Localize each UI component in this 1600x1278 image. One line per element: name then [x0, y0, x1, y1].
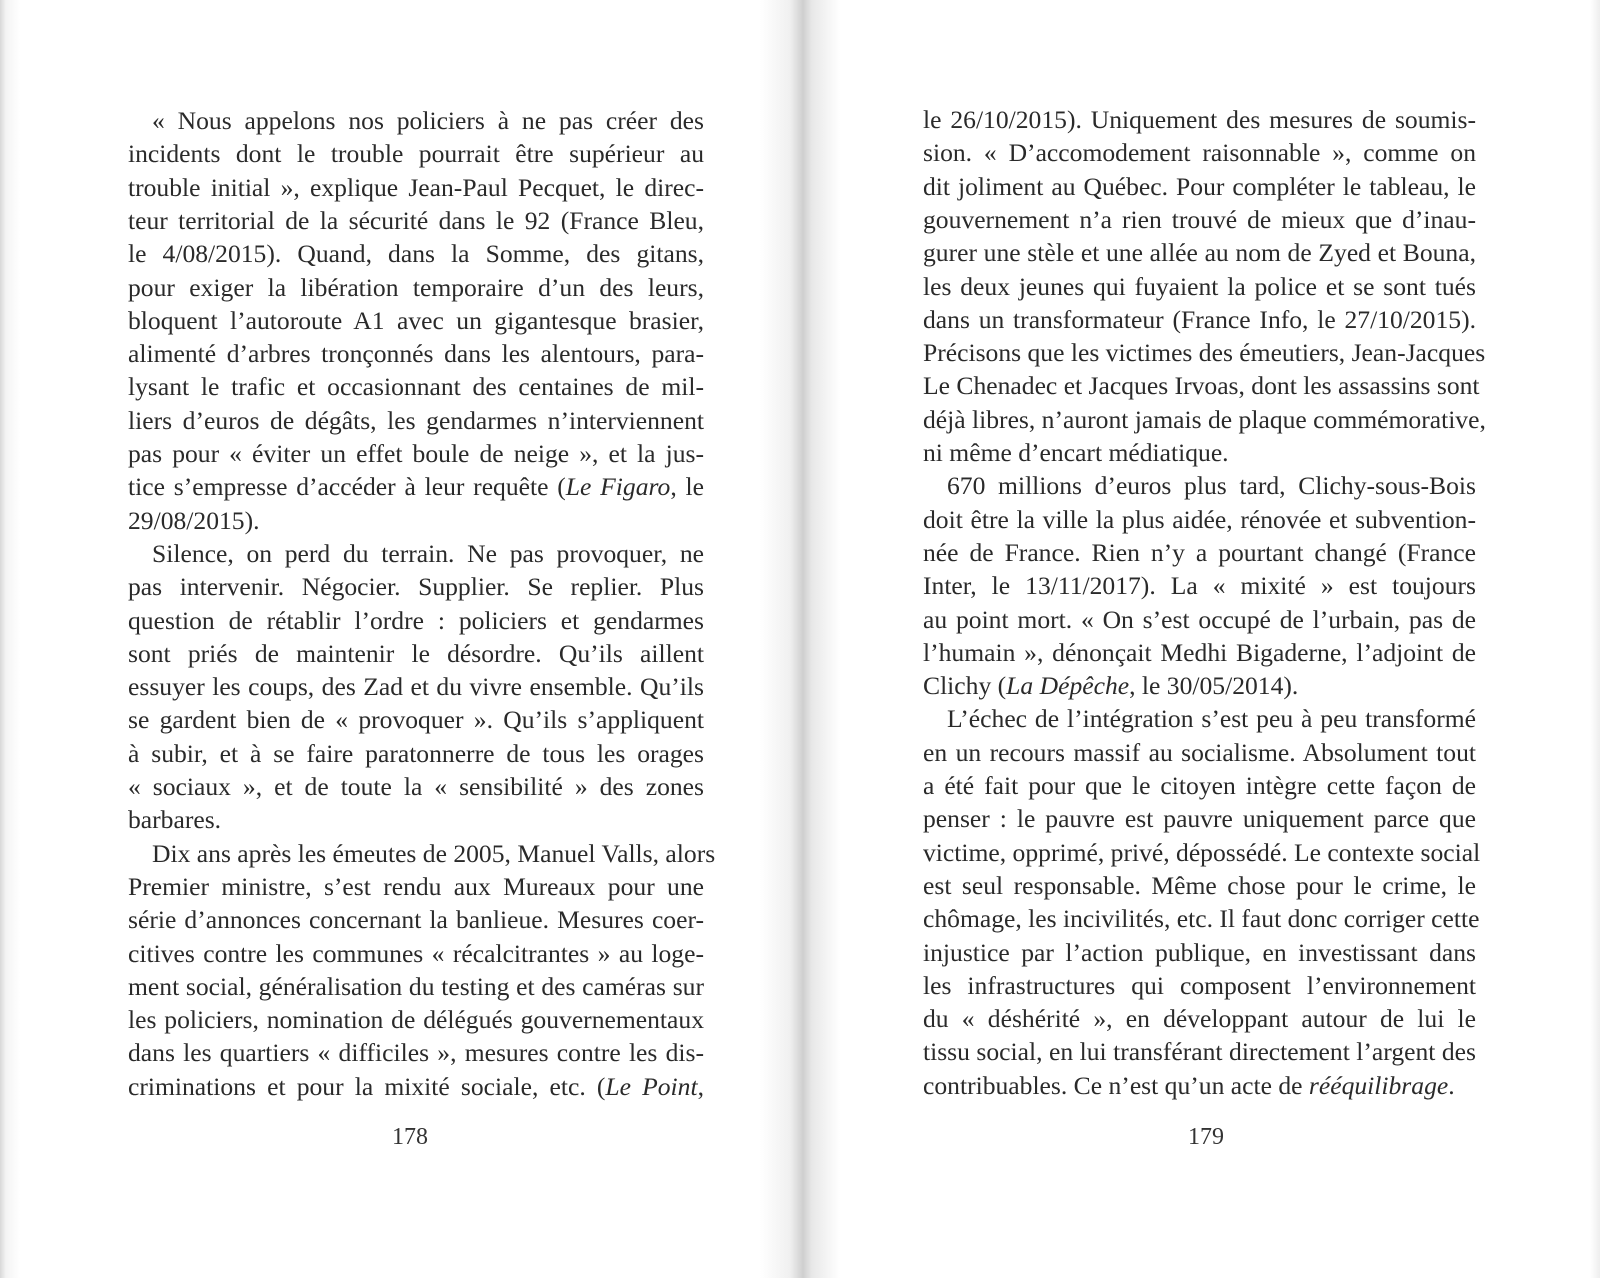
italic-citation: rééquilibrage — [1308, 1070, 1449, 1100]
italic-citation: La Dépêche — [1006, 671, 1130, 701]
text-line — [923, 1035, 1476, 1068]
text-line — [923, 403, 1486, 436]
text-segment: doit être la ville la plus aidée, rénovée et subvention- — [923, 504, 1476, 534]
text-line — [923, 636, 1476, 669]
text-segment: pas intervenir. Négocier. Supplier. Se replier. Plus — [128, 572, 704, 602]
text-line — [128, 1036, 704, 1069]
text-line — [128, 304, 704, 337]
text-segment: à subir, et à se faire paratonnerre de tous les orages — [128, 738, 704, 768]
text-segment: tice s’empresse d’accéder à leur requête ( — [128, 472, 566, 502]
text-line — [128, 570, 704, 603]
text-line — [128, 137, 704, 170]
text-line — [923, 836, 1481, 869]
text-segment: essuyer les coups, des Zad et du vivre ensemble. Qu’ils — [128, 672, 704, 702]
text-segment: dit joliment au Québec. Pour compléter le tableau, le — [923, 171, 1476, 201]
text-line — [128, 171, 704, 204]
text-line — [923, 869, 1476, 902]
text-line — [923, 103, 1476, 136]
text-segment: citives contre les communes « récalcitrantes » au loge- — [128, 938, 704, 968]
text-segment: gouvernement n’a rien trouvé de mieux que d’inau- — [923, 204, 1476, 234]
text-segment: Silence, on perd du terrain. Ne pas provoquer, ne — [152, 538, 704, 568]
italic-citation: Le Point — [605, 1071, 698, 1101]
text-line — [128, 237, 704, 270]
text-line — [923, 1002, 1476, 1035]
text-segment: , le — [670, 472, 704, 502]
text-segment: Premier ministre, s’est rendu aux Mureaux pour une — [128, 871, 704, 901]
text-segment: L’échec de l’intégration s’est peu à peu transformé — [947, 704, 1476, 734]
text-segment: série d’annonces concernant la banlieue. Mesures coer- — [128, 905, 704, 935]
text-line — [128, 870, 704, 903]
text-line — [923, 802, 1476, 835]
text-line — [923, 369, 1480, 402]
text-segment: lysant le trafic et occasionnant des centaines de mil- — [128, 372, 704, 402]
text-segment: victime, opprimé, privé, dépossédé. Le contexte social — [923, 837, 1481, 867]
text-segment: le 26/10/2015). Uniquement des mesures de soumis- — [923, 105, 1476, 134]
text-line — [923, 603, 1476, 636]
text-line — [128, 1070, 704, 1103]
text-segment: dans un transformateur (France Info, le 27/10/2015). — [923, 304, 1476, 334]
text-line — [923, 702, 1476, 735]
text-line — [128, 970, 704, 1003]
text-line — [923, 503, 1476, 536]
text-segment: tissu social, en lui transférant directement l’argent des — [923, 1037, 1476, 1067]
text-segment: Dix ans après les émeutes de 2005, Manuel Valls, alors — [152, 838, 716, 868]
text-segment: criminations et pour la mixité sociale, etc. ( — [128, 1071, 606, 1101]
text-segment: sion. « D’accomodement raisonnable », comme on — [923, 138, 1476, 168]
text-segment: ni même d’encart médiatique. — [923, 438, 1229, 467]
text-line — [923, 902, 1480, 935]
text-segment: dans les quartiers « difficiles », mesures contre les dis- — [128, 1038, 704, 1068]
text-line — [128, 337, 704, 370]
text-segment: , — [697, 1071, 704, 1101]
text-line — [128, 437, 704, 470]
text-line — [923, 469, 1476, 502]
text-line — [923, 136, 1476, 169]
text-segment: en un recours massif au socialisme. Absolument tout — [923, 737, 1476, 767]
text-segment: . — [1448, 1070, 1455, 1100]
text-segment: ment social, généralisation du testing et des caméras sur — [128, 971, 704, 1001]
text-segment: teur territorial de la sécurité dans le 92 (France Bleu, — [128, 205, 704, 235]
text-line — [923, 936, 1476, 969]
text-line — [128, 770, 704, 803]
text-segment: sont priés de maintenir le désordre. Qu’ils aillent — [128, 638, 704, 668]
text-line — [128, 404, 704, 437]
text-segment: pas pour « éviter un effet boule de neige », et la jus- — [128, 439, 704, 468]
text-line — [128, 271, 704, 304]
text-segment: Précisons que les victimes des émeutiers, Jean-Jacques — [923, 338, 1486, 368]
page-number-right: 179 — [1188, 1124, 1224, 1150]
text-segment: Le Chenadec et Jacques Irvoas, dont les assassins sont — [923, 371, 1480, 401]
text-segment: injustice par l’action publique, en investissant dans — [923, 937, 1476, 967]
text-segment: Inter, le 13/11/2017). La « mixité » est toujours — [923, 571, 1476, 601]
text-line — [128, 903, 704, 936]
text-segment: trouble initial », explique Jean-Paul Pecquet, le direc- — [128, 172, 704, 202]
text-segment: déjà libres, n’auront jamais de plaque commémorative, — [923, 404, 1486, 434]
text-line — [128, 470, 704, 503]
text-segment: les deux jeunes qui fuyaient la police et se sont tués — [923, 271, 1476, 301]
text-segment: gurer une stèle et une allée au nom de Zyed et Bouna, — [923, 238, 1476, 268]
text-line — [923, 203, 1476, 236]
text-segment: du « déshérité », en développant autour de lui le — [923, 1004, 1476, 1034]
text-segment: , le 30/05/2014). — [1129, 671, 1299, 701]
text-line — [128, 670, 704, 703]
text-line — [923, 969, 1476, 1002]
text-line — [128, 703, 704, 736]
text-line — [128, 1003, 704, 1036]
text-line — [923, 270, 1476, 303]
text-line — [923, 569, 1476, 602]
text-segment: barbares. — [128, 805, 222, 835]
text-segment: les infrastructures qui composent l’environnement — [923, 970, 1476, 1000]
text-line — [128, 204, 704, 237]
text-segment: chômage, les incivilités, etc. Il faut donc corriger cette — [923, 904, 1480, 934]
text-line — [128, 637, 704, 670]
text-line — [923, 303, 1476, 336]
text-segment: « sociaux », et de toute la « sensibilité » des zones — [128, 772, 704, 801]
text-segment: née de France. Rien n’y a pourtant changé (France — [923, 537, 1476, 567]
text-segment: contribuables. Ce n’est qu’un acte de — [923, 1070, 1309, 1100]
text-segment: pour exiger la libération temporaire d’un des leurs, — [128, 272, 704, 302]
text-line — [128, 104, 704, 137]
text-line — [128, 537, 704, 570]
text-segment: penser : le pauvre est pauvre uniquement parce que — [923, 804, 1476, 834]
text-segment: Clichy ( — [923, 671, 1007, 701]
italic-citation: Le Figaro — [565, 472, 671, 502]
text-line — [923, 736, 1476, 769]
text-segment: liers d’euros de dégâts, les gendarmes n’interviennent — [128, 405, 704, 435]
text-segment: l’humain », dénonçait Medhi Bigaderne, l’adjoint de — [923, 637, 1476, 667]
text-segment: alimenté d’arbres tronçonnés dans les alentours, para- — [128, 339, 704, 369]
text-segment: « Nous appelons nos policiers à ne pas créer des — [152, 106, 704, 135]
text-line — [128, 504, 704, 537]
text-segment: 29/08/2015). — [128, 505, 260, 535]
text-line — [128, 604, 704, 637]
text-segment: au point mort. « On s’est occupé de l’urbain, pas de — [923, 604, 1476, 634]
text-line — [923, 536, 1476, 569]
text-line — [128, 837, 716, 870]
text-line — [128, 937, 704, 970]
text-line — [128, 370, 704, 403]
text-segment: incidents dont le trouble pourrait être supérieur au — [128, 139, 704, 169]
text-segment: 670 millions d’euros plus tard, Clichy-sous-Bois — [947, 471, 1476, 501]
text-segment: les policiers, nomination de délégués gouvernementaux — [128, 1005, 704, 1035]
text-line — [128, 737, 704, 770]
text-line — [923, 236, 1476, 269]
text-line — [923, 336, 1486, 369]
text-line — [923, 1069, 1476, 1102]
text-segment: se gardent bien de « provoquer ». Qu’ils s’appliquent — [128, 705, 704, 735]
text-line — [923, 436, 1476, 469]
text-segment: le 4/08/2015). Quand, dans la Somme, des gitans, — [128, 239, 704, 269]
text-segment: bloquent l’autoroute A1 avec un gigantesque brasier, — [128, 305, 704, 335]
text-line — [128, 803, 704, 836]
text-segment: est seul responsable. Même chose pour le crime, le — [923, 870, 1476, 900]
text-segment: a été fait pour que le citoyen intègre cette façon de — [923, 771, 1476, 800]
text-segment: question de rétablir l’ordre : policiers et gendarmes — [128, 605, 704, 635]
page-number-left: 178 — [392, 1124, 428, 1150]
text-line — [923, 669, 1476, 702]
text-line — [923, 170, 1476, 203]
text-line — [923, 769, 1476, 802]
